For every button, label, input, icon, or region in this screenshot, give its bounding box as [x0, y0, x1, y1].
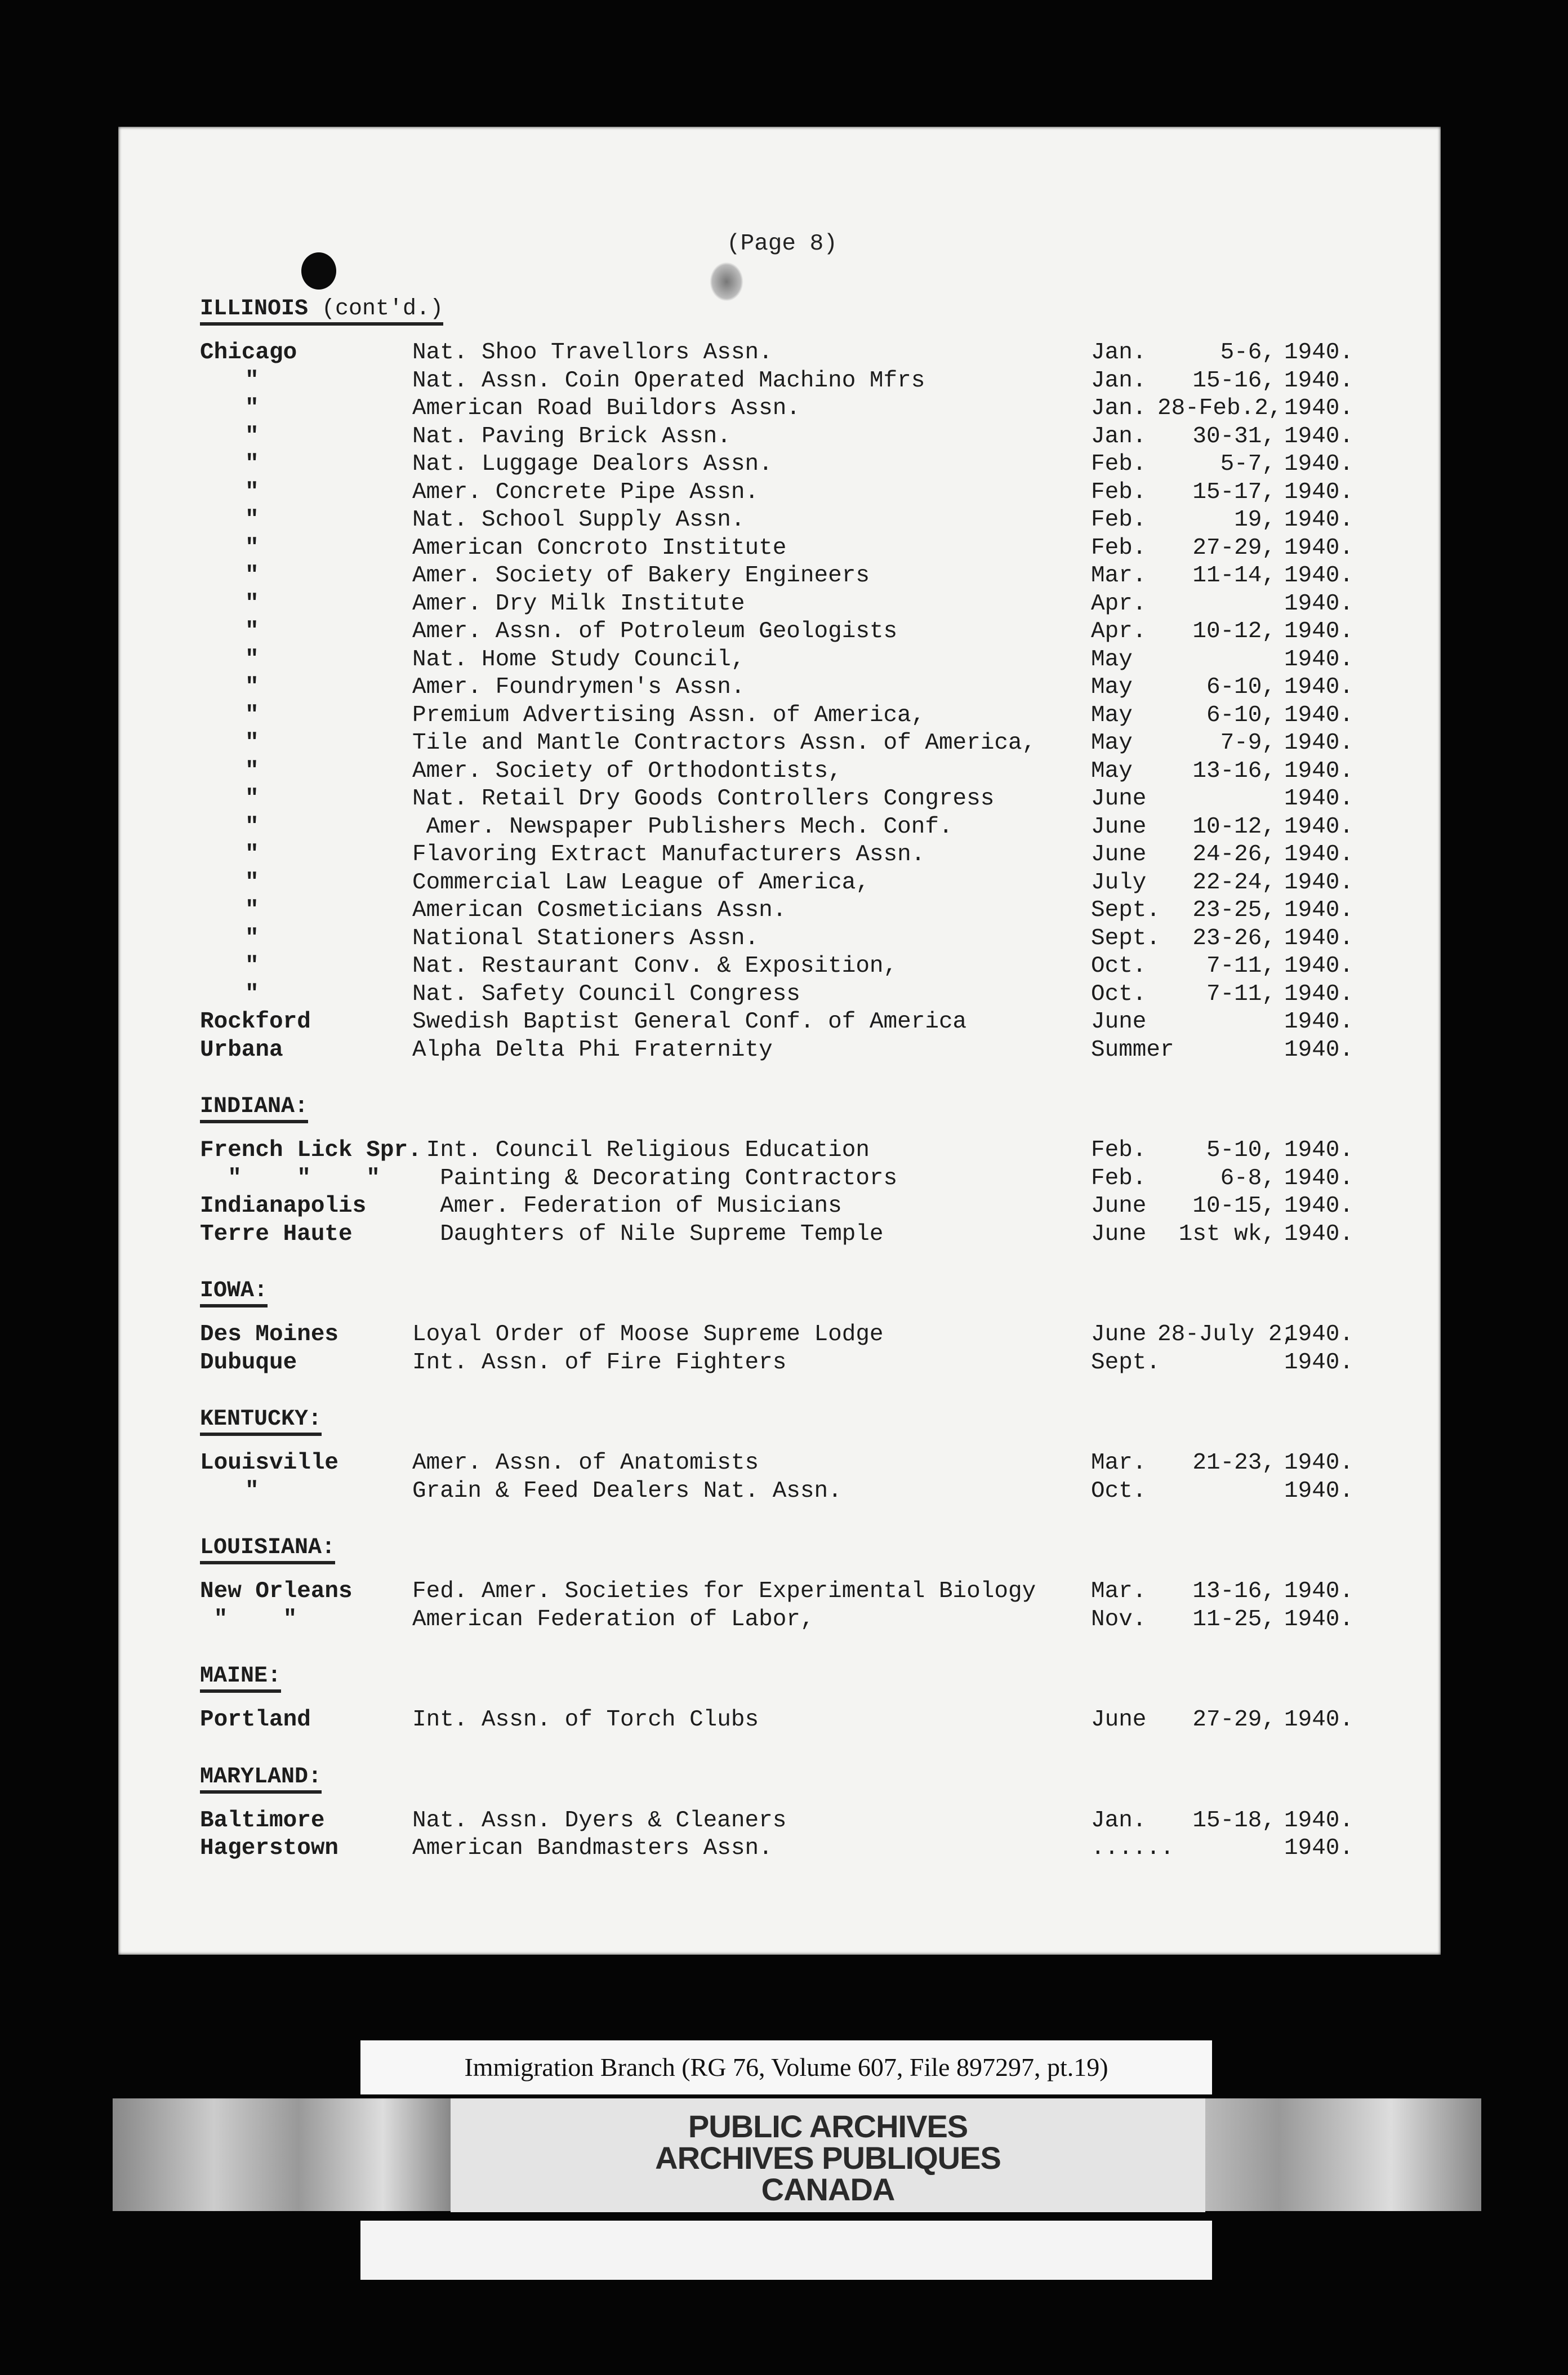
- date-days: 21-23,: [1192, 1450, 1276, 1476]
- state-section: [200, 1663, 1394, 1734]
- date-month: Sept.: [1091, 1349, 1161, 1376]
- date-year: 1940.: [1284, 1707, 1354, 1733]
- city-name: ": [245, 367, 259, 394]
- city-name: Des Moines: [200, 1322, 339, 1347]
- city-name: ": [245, 451, 259, 477]
- city-name: ": [245, 730, 259, 756]
- date-month: June: [1091, 813, 1147, 840]
- association-name: Nat. Home Study Council,: [412, 646, 745, 673]
- date-month: Feb.: [1091, 451, 1147, 477]
- punch-hole: [301, 252, 336, 290]
- date-days: 28-Feb.2,: [1157, 395, 1282, 421]
- city-name: Louisville: [200, 1450, 339, 1476]
- date-days: 6-10,: [1206, 702, 1276, 728]
- association-name: Nat. Paving Brick Assn.: [412, 423, 731, 450]
- date-month: May: [1091, 758, 1133, 784]
- date-month: Apr.: [1091, 619, 1147, 644]
- stamp-line-3: CANADA: [761, 2172, 895, 2207]
- date-year: 1940.: [1284, 1606, 1354, 1633]
- date-days: 11-14,: [1192, 563, 1276, 589]
- city-name: ": [245, 423, 259, 450]
- date-month: Feb.: [1091, 507, 1147, 533]
- list-item: [200, 339, 1394, 367]
- list-item: [200, 1478, 1394, 1506]
- city-name: ": [245, 981, 259, 1007]
- date-days: 5-10,: [1206, 1137, 1276, 1163]
- date-year: 1940.: [1284, 981, 1354, 1007]
- state-name: KENTUCKY:: [200, 1407, 322, 1432]
- date-year: 1940.: [1284, 730, 1354, 756]
- date-days: 13-16,: [1192, 758, 1276, 784]
- date-year: 1940.: [1284, 507, 1354, 533]
- city-name: ": [245, 925, 259, 951]
- date-days: 15-18,: [1192, 1807, 1276, 1834]
- state-heading-suffix: (cont'd.): [308, 296, 444, 322]
- date-days: 7-11,: [1206, 953, 1276, 979]
- date-days: 10-12,: [1192, 813, 1276, 840]
- city-name: ": [245, 758, 259, 784]
- list-item: [200, 1606, 1394, 1634]
- city-name: ": [245, 395, 259, 421]
- date-days: 23-25,: [1192, 897, 1276, 923]
- date-year: 1940.: [1284, 1578, 1354, 1604]
- list-item: [200, 730, 1394, 758]
- city-name: Rockford: [200, 1009, 311, 1035]
- page-number: (Page 8): [727, 231, 838, 257]
- association-name: Commercial Law League of America,: [412, 869, 870, 896]
- date-days: 24-26,: [1192, 842, 1276, 868]
- list-item: [200, 981, 1394, 1009]
- association-name: National Stationers Assn.: [412, 925, 759, 951]
- state-section: [200, 1535, 1394, 1634]
- date-year: 1940.: [1284, 563, 1354, 589]
- date-year: 1940.: [1284, 1807, 1354, 1834]
- date-days: 19,: [1234, 507, 1276, 533]
- city-name: ": [245, 869, 259, 896]
- list-item: [200, 618, 1394, 646]
- association-name: Nat. Retail Dry Goods Controllers Congress: [412, 786, 995, 812]
- association-name: Premium Advertising Assn. of America,: [412, 702, 925, 728]
- date-month: Sept.: [1091, 925, 1161, 951]
- list-item: [200, 813, 1394, 842]
- association-name: Amer. Assn. of Potroleum Geologists: [412, 619, 898, 644]
- association-name: Fed. Amer. Societies for Experimental Biology: [412, 1578, 1036, 1604]
- city-name: Portland: [200, 1707, 311, 1733]
- state-section: [200, 296, 1394, 1064]
- date-year: 1940.: [1284, 897, 1354, 923]
- date-year: 1940.: [1284, 1450, 1354, 1476]
- state-name: LOUISIANA:: [200, 1535, 336, 1560]
- association-name: Nat. Luggage Dealors Assn.: [412, 451, 773, 477]
- city-name: ": [245, 507, 259, 533]
- date-days: 6-8,: [1220, 1165, 1276, 1191]
- stamp-line-1: PUBLIC ARCHIVES: [688, 2109, 968, 2144]
- date-month: Mar.: [1091, 1450, 1147, 1476]
- date-month: July: [1091, 869, 1147, 896]
- date-days: 11-25,: [1192, 1606, 1276, 1633]
- list-item: [200, 367, 1394, 395]
- city-name: ": [245, 897, 259, 923]
- blank-label-strip: [360, 2221, 1212, 2280]
- date-days: 10-12,: [1192, 619, 1276, 644]
- city-name: ": [245, 646, 259, 673]
- date-days: 27-29,: [1192, 535, 1276, 561]
- date-month: Jan.: [1091, 423, 1147, 450]
- association-name: Nat. Restaurant Conv. & Exposition,: [412, 953, 898, 979]
- city-name: French Lick Spr.: [200, 1137, 422, 1163]
- association-name: Swedish Baptist General Conf. of America: [412, 1009, 967, 1035]
- list-item: [200, 869, 1394, 897]
- date-year: 1940.: [1284, 1137, 1354, 1163]
- date-year: 1940.: [1284, 813, 1354, 840]
- date-month: June: [1091, 1707, 1147, 1733]
- date-year: 1940.: [1284, 1478, 1354, 1504]
- list-item: [200, 590, 1394, 619]
- list-item: [200, 1008, 1394, 1037]
- date-days: 1st wk,: [1178, 1221, 1276, 1247]
- association-name: Amer. Foundrymen's Assn.: [412, 674, 745, 700]
- date-year: 1940.: [1284, 590, 1354, 617]
- association-name: American Road Buildors Assn.: [412, 395, 800, 421]
- association-name: Loyal Order of Moose Supreme Lodge: [412, 1322, 884, 1347]
- list-item: [200, 1706, 1394, 1734]
- list-item: [200, 423, 1394, 451]
- city-name: Dubuque: [200, 1349, 297, 1376]
- date-days: 10-15,: [1192, 1193, 1276, 1219]
- list-item: [200, 1578, 1394, 1606]
- city-name: " " ": [200, 1165, 380, 1191]
- city-name: ": [245, 786, 259, 812]
- date-month: Summer: [1091, 1037, 1174, 1063]
- date-days: 28-July 2,: [1157, 1322, 1297, 1347]
- date-month: Jan.: [1091, 1807, 1147, 1834]
- date-month: May: [1091, 674, 1133, 700]
- association-name: Nat. School Supply Assn.: [412, 507, 745, 533]
- association-name: Int. Assn. of Fire Fighters: [412, 1349, 787, 1376]
- date-days: 5-7,: [1220, 451, 1276, 477]
- convention-list: [200, 296, 1394, 1892]
- date-year: 1940.: [1284, 1009, 1354, 1035]
- association-name: Grain & Feed Dealers Nat. Assn.: [412, 1478, 842, 1504]
- association-name: American Concroto Institute: [412, 535, 787, 561]
- city-name: Baltimore: [200, 1807, 325, 1834]
- city-name: Chicago: [200, 340, 297, 366]
- association-name: Flavoring Extract Manufacturers Assn.: [412, 842, 925, 868]
- list-item: [200, 1037, 1394, 1065]
- list-item: [200, 1193, 1394, 1221]
- date-year: 1940.: [1284, 925, 1354, 951]
- date-year: 1940.: [1284, 1221, 1354, 1247]
- date-days: 7-9,: [1220, 730, 1276, 756]
- date-month: Feb.: [1091, 535, 1147, 561]
- date-year: 1940.: [1284, 646, 1354, 673]
- city-name: Hagerstown: [200, 1835, 339, 1861]
- list-item: [200, 1221, 1394, 1249]
- city-name: ": [245, 535, 259, 561]
- date-year: 1940.: [1284, 479, 1354, 505]
- list-item: [200, 758, 1394, 786]
- archive-reference-label: Immigration Branch (RG 76, Volume 607, File 897297, pt.19): [360, 2040, 1212, 2094]
- date-month: Jan.: [1091, 395, 1147, 421]
- association-name: Nat. Assn. Coin Operated Machino Mfrs: [412, 367, 925, 394]
- association-name: Tile and Mantle Contractors Assn. of America,: [412, 730, 1036, 756]
- date-month: ......: [1091, 1835, 1174, 1861]
- date-days: 15-16,: [1192, 367, 1276, 394]
- association-name: Daughters of Nile Supreme Temple: [412, 1221, 884, 1247]
- date-month: June: [1091, 1009, 1147, 1035]
- date-month: June: [1091, 842, 1147, 868]
- association-name: Amer. Society of Bakery Engineers: [412, 563, 870, 589]
- state-name: MARYLAND:: [200, 1764, 322, 1790]
- list-item: [200, 535, 1394, 563]
- list-item: [200, 1835, 1394, 1863]
- city-name: ": [245, 619, 259, 644]
- association-name: Amer. Dry Milk Institute: [412, 590, 745, 617]
- date-year: 1940.: [1284, 953, 1354, 979]
- date-year: 1940.: [1284, 451, 1354, 477]
- stamp-line-2: ARCHIVES PUBLIQUES: [655, 2140, 1001, 2176]
- state-heading: [200, 1764, 322, 1794]
- date-month: Mar.: [1091, 563, 1147, 589]
- list-item: [200, 506, 1394, 535]
- association-name: Amer. Concrete Pipe Assn.: [412, 479, 759, 505]
- date-year: 1940.: [1284, 869, 1354, 896]
- date-month: Apr.: [1091, 590, 1147, 617]
- association-name: Amer. Newspaper Publishers Mech. Conf.: [412, 813, 953, 840]
- list-item: [200, 674, 1394, 702]
- date-month: June: [1091, 1322, 1147, 1347]
- city-name: ": [245, 813, 259, 840]
- date-year: 1940.: [1284, 842, 1354, 868]
- association-name: American Federation of Labor,: [412, 1606, 814, 1633]
- state-heading: [200, 1094, 308, 1123]
- date-month: Oct.: [1091, 981, 1147, 1007]
- city-name: ": [245, 953, 259, 979]
- state-name: MAINE:: [200, 1664, 282, 1689]
- list-item: [200, 395, 1394, 423]
- state-name: ILLINOIS: [200, 296, 309, 322]
- city-name: Urbana: [200, 1037, 283, 1063]
- city-name: ": [245, 590, 259, 617]
- date-month: Nov.: [1091, 1606, 1147, 1633]
- state-name: IOWA:: [200, 1278, 268, 1304]
- state-heading: [200, 296, 443, 326]
- city-name: ": [245, 479, 259, 505]
- date-month: June: [1091, 1221, 1147, 1247]
- list-item: [200, 451, 1394, 479]
- date-month: May: [1091, 646, 1133, 673]
- list-item: [200, 562, 1394, 590]
- date-days: 23-26,: [1192, 925, 1276, 951]
- date-year: 1940.: [1284, 786, 1354, 812]
- date-days: 30-31,: [1192, 423, 1276, 450]
- date-month: Feb.: [1091, 1165, 1147, 1191]
- state-section: [200, 1406, 1394, 1505]
- date-month: Jan.: [1091, 340, 1147, 366]
- list-item: [200, 1165, 1394, 1193]
- association-name: Amer. Federation of Musicians: [412, 1193, 842, 1219]
- city-name: Indianapolis: [200, 1193, 367, 1219]
- list-item: [200, 925, 1394, 953]
- date-year: 1940.: [1284, 758, 1354, 784]
- city-name: " ": [200, 1606, 297, 1633]
- date-days: 7-11,: [1206, 981, 1276, 1007]
- date-days: 22-24,: [1192, 869, 1276, 896]
- city-name: ": [245, 674, 259, 700]
- city-name: ": [245, 702, 259, 728]
- state-section: [200, 1093, 1394, 1248]
- association-name: Int. Council Religious Education: [412, 1137, 870, 1163]
- date-year: 1940.: [1284, 674, 1354, 700]
- date-year: 1940.: [1284, 423, 1354, 450]
- list-item: [200, 1807, 1394, 1835]
- association-name: Nat. Shoo Travellors Assn.: [412, 340, 773, 366]
- date-year: 1940.: [1284, 1193, 1354, 1219]
- list-item: [200, 1321, 1394, 1349]
- association-name: Painting & Decorating Contractors: [412, 1165, 898, 1191]
- date-year: 1940.: [1284, 367, 1354, 394]
- date-month: June: [1091, 1193, 1147, 1219]
- date-year: 1940.: [1284, 1165, 1354, 1191]
- association-name: Nat. Safety Council Congress: [412, 981, 800, 1007]
- association-name: Amer. Society of Orthodontists,: [412, 758, 842, 784]
- state-section: [200, 1764, 1394, 1863]
- state-heading: [200, 1535, 335, 1564]
- list-item: [200, 953, 1394, 981]
- list-item: [200, 785, 1394, 813]
- association-name: Nat. Assn. Dyers & Cleaners: [412, 1807, 787, 1834]
- state-name: INDIANA:: [200, 1094, 309, 1119]
- date-days: 15-17,: [1192, 479, 1276, 505]
- date-month: Jan.: [1091, 367, 1147, 394]
- state-heading: [200, 1407, 322, 1436]
- archives-stamp: [451, 2098, 1205, 2212]
- film-strip-left: [113, 2098, 451, 2211]
- date-year: 1940.: [1284, 1349, 1354, 1376]
- date-days: 5-6,: [1220, 340, 1276, 366]
- list-item: [200, 1449, 1394, 1478]
- association-name: American Bandmasters Assn.: [412, 1835, 773, 1861]
- city-name: ": [245, 563, 259, 589]
- list-item: [200, 897, 1394, 925]
- list-item: [200, 702, 1394, 730]
- date-year: 1940.: [1284, 340, 1354, 366]
- date-month: Feb.: [1091, 479, 1147, 505]
- date-year: 1940.: [1284, 1322, 1354, 1347]
- date-year: 1940.: [1284, 619, 1354, 644]
- list-item: [200, 1137, 1394, 1165]
- list-item: [200, 841, 1394, 869]
- list-item: [200, 479, 1394, 507]
- date-month: June: [1091, 786, 1147, 812]
- date-month: Sept.: [1091, 897, 1161, 923]
- date-year: 1940.: [1284, 535, 1354, 561]
- state-section: [200, 1278, 1394, 1377]
- date-month: Feb.: [1091, 1137, 1147, 1163]
- date-month: May: [1091, 730, 1133, 756]
- date-year: 1940.: [1284, 1037, 1354, 1063]
- date-year: 1940.: [1284, 1835, 1354, 1861]
- association-name: American Cosmeticians Assn.: [412, 897, 787, 923]
- city-name: Terre Haute: [200, 1221, 353, 1247]
- date-days: 27-29,: [1192, 1707, 1276, 1733]
- city-name: New Orleans: [200, 1578, 353, 1604]
- list-item: [200, 1349, 1394, 1377]
- date-month: Oct.: [1091, 953, 1147, 979]
- date-month: May: [1091, 702, 1133, 728]
- state-heading: [200, 1278, 268, 1307]
- date-days: 13-16,: [1192, 1578, 1276, 1604]
- association-name: Int. Assn. of Torch Clubs: [412, 1707, 759, 1733]
- list-item: [200, 646, 1394, 674]
- date-year: 1940.: [1284, 702, 1354, 728]
- city-name: ": [245, 1478, 259, 1504]
- date-days: 6-10,: [1206, 674, 1276, 700]
- date-month: Mar.: [1091, 1578, 1147, 1604]
- association-name: Amer. Assn. of Anatomists: [412, 1450, 759, 1476]
- state-heading: [200, 1664, 281, 1693]
- city-name: ": [245, 842, 259, 868]
- date-month: Oct.: [1091, 1478, 1147, 1504]
- date-year: 1940.: [1284, 395, 1354, 421]
- association-name: Alpha Delta Phi Fraternity: [412, 1037, 773, 1063]
